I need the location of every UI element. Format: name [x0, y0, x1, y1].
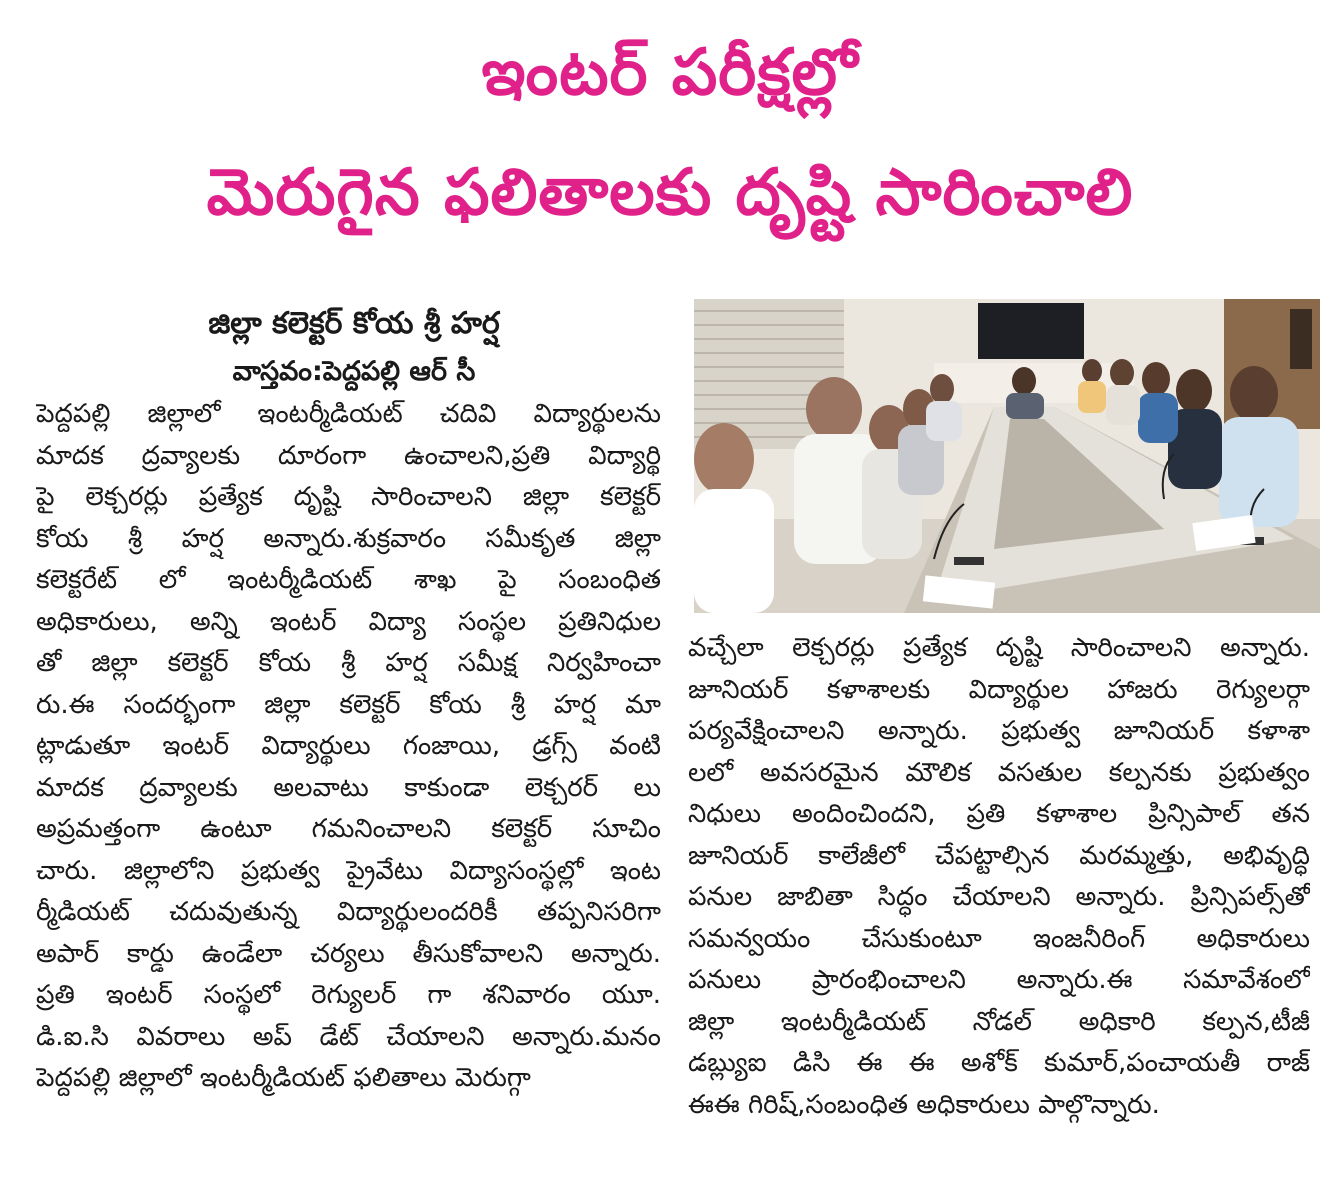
text-line: డబ్ల్యుఐ డిసి ఈ ఈ అశోక్ కుమార్,పంచాయతీ రాజ్ [688, 1048, 1310, 1078]
text-line: ఈఈ గిరిష్,సంబంధిత అధికారులు పాల్గొన్నారు. [688, 1089, 1160, 1120]
dateline: వాస్తవం:పెద్దపల్లి ఆర్ సీ [232, 356, 476, 387]
text-line: పెద్దపల్లి జిల్లాలో ఇంటర్మీడియట్ ఫలితాలు మెరుగ్గా [36, 1063, 531, 1093]
text-line: లలో అవసరమైన మౌలిక వసతుల కల్పనకు ప్రభుత్వం [688, 757, 1310, 788]
text-line: కలెక్టరేట్ లో ఇంటర్మీడియట్ శాఖ పై సంబంధిత [36, 565, 661, 595]
text-line: పెద్దపల్లి జిల్లాలో ఇంటర్మీడియట్ చదివి విద్యార్థులను [36, 399, 661, 429]
body-column-left [36, 394, 661, 1100]
text-line: జూనియర్ కాలేజీలో చేపట్టాల్సిన మరమ్మత్తు, అభివృద్ధి [688, 840, 1310, 871]
text-line: అపార్ కార్డు ఉండేలా చర్యలు తీసుకోవాలని అన్నారు. [36, 938, 661, 969]
text-line: చారు. జిల్లాలోని ప్రభుత్వ ప్రైవేటు విద్యాసంస్థల్లో ఇంట [36, 855, 661, 886]
text-line: తో జిల్లా కలెక్టర్ కోయ శ్రీ హర్ష సమీక్ష నిర్వహించా [36, 648, 661, 678]
subhead: జిల్లా కలెక్టర్ కోయ శ్రీ హర్ష [208, 306, 500, 341]
text-line: ట్లాడుతూ ఇంటర్ విద్యార్థులు గంజాయి, డ్రగ్స్ వంటి [36, 731, 661, 761]
text-line: పనుల జాబితా సిద్ధం చేయాలని అన్నారు. ప్రిన్సిపల్స్‌తో [688, 882, 1310, 912]
body-column-right [688, 628, 1310, 1126]
text-line: డి.ఐ.సి వివరాలు అప్ డేట్ చేయాలని అన్నారు.మనం [36, 1021, 661, 1052]
text-line: పనులు ప్రారంభించాలని అన్నారు.ఈ సమావేశంలో [688, 965, 1310, 995]
text-line: రు.ఈ సందర్భంగా జిల్లా కలెక్టర్ కోయ శ్రీ హర్ష మా [36, 689, 661, 720]
text-line: వచ్చేలా లెక్చరర్లు ప్రత్యేక దృష్టి సారించాలని అన్నారు. [688, 633, 1310, 663]
text-line: పర్యవేక్షించాలని అన్నారు. ప్రభుత్వ జూనియర్ కళాశా [688, 716, 1310, 746]
text-line: ప్రతి ఇంటర్ సంస్థలో రెగ్యులర్ గా శనివారం యూ. [36, 980, 661, 1010]
text-line: అప్రమత్తంగా ఉంటూ గమనించాలని కలెక్టర్ సూచిం [36, 814, 661, 844]
text-line: సమన్వయం చేసుకుంటూ ఇంజనీరింగ్ అధికారులు [688, 923, 1310, 954]
text-line: నిధులు అందించిందని, ప్రతి కళాశాల ప్రిన్సిపాల్ తన [688, 799, 1310, 829]
text-line: పై లెక్చరర్లు ప్రత్యేక దృష్టి సారించాలని జిల్లా కలెక్టర్ [36, 482, 661, 512]
text-line: ర్మీడియట్ చదువుతున్న విద్యార్థులందరికీ తప్పనిసరిగా [36, 897, 661, 927]
text-line: మాదక ద్రవ్యాలకు దూరంగా ఉంచాలని,ప్రతి విద్యార్థి [36, 440, 661, 471]
headline-line-2: మెరుగైన ఫలితాలకు దృష్టి సారించాలి [206, 156, 1134, 230]
text-line: జూనియర్ కళాశాలకు విద్యార్థుల హాజరు రెగ్యులర్గా [688, 674, 1310, 705]
text-line: మాదక ద్రవ్యాలకు అలవాటు కాకుండా లెక్చరర్ లు [36, 772, 661, 803]
meeting-photo [694, 299, 1320, 613]
headline-line-1: ఇంటర్ పరీక్షల్లో [481, 36, 859, 110]
text-line: జిల్లా ఇంటర్మీడియట్ నోడల్ అధికారి కల్పన,టీజీ [688, 1006, 1310, 1037]
text-line: అధికారులు, అన్ని ఇంటర్ విద్యా సంస్థల ప్రతినిధుల [36, 606, 661, 637]
text-line: కోయ శ్రీ హర్ష అన్నారు.శుక్రవారం సమీకృత జిల్లా [36, 523, 661, 554]
